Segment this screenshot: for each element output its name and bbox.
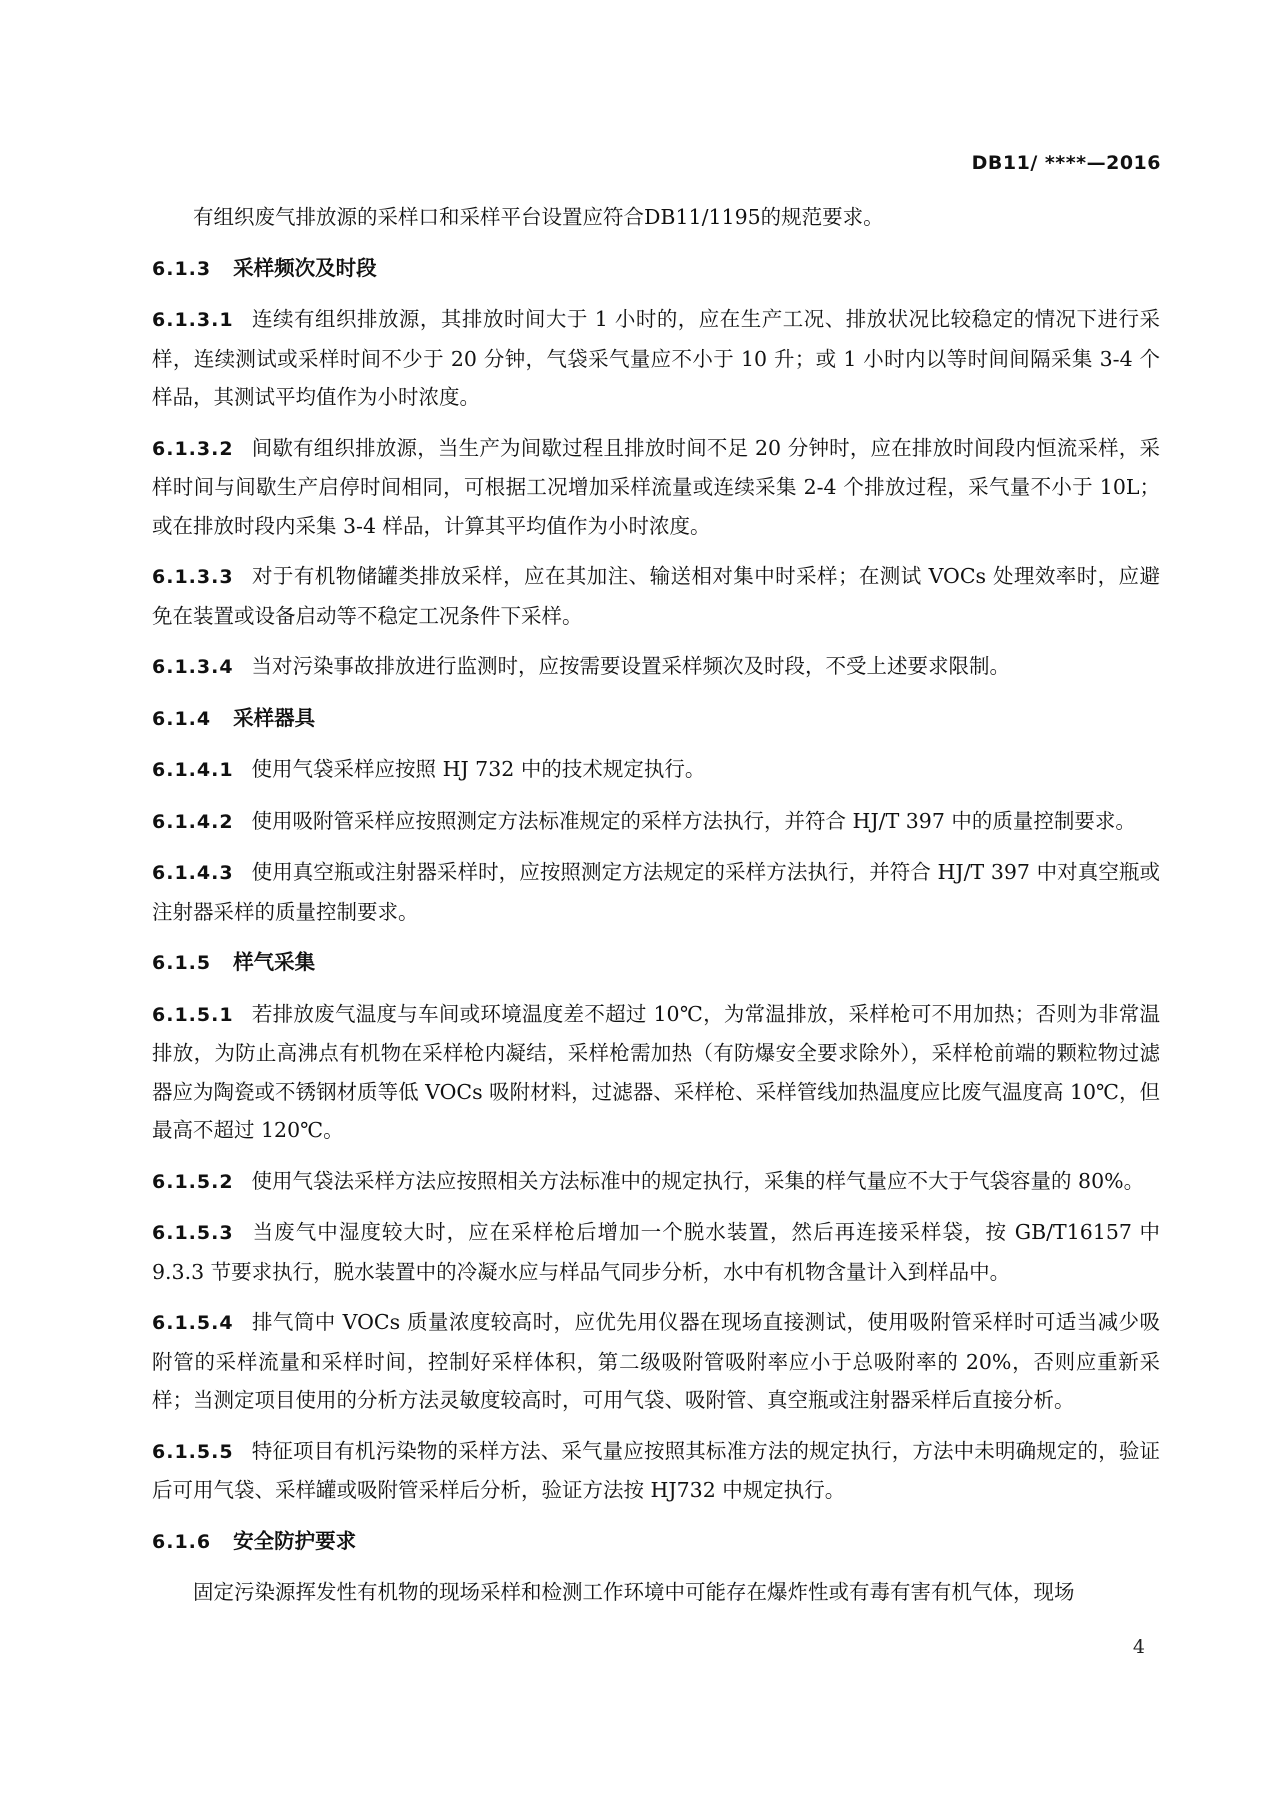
- clause-text: 特征项目有机污染物的采样方法、采气量应按照其标准方法的规定执行，方法中未明确规定的，验证后可用气袋、采样罐或吸附管采样后分析，验证方法按 HJ732 中规定执行。: [152, 1438, 1160, 1502]
- clause-number: 6.1.4.3: [152, 862, 234, 884]
- clause-6-1-3-4: [152, 647, 1160, 687]
- clause-number: 6.1.4.1: [152, 759, 234, 781]
- document-code-header: DB11/ ****—2016: [971, 152, 1161, 174]
- clause-number: 6.1.3.4: [152, 656, 234, 678]
- section-heading-6-1-4: [152, 699, 1160, 739]
- clause-6-1-5-5: [152, 1432, 1160, 1510]
- clause-6-1-5-4: [152, 1303, 1160, 1420]
- clause-number: 6.1.5.5: [152, 1440, 234, 1463]
- clause-number: 6.1.5.3: [152, 1222, 234, 1244]
- clause-number: 6.1.5.2: [152, 1170, 234, 1193]
- clause-6-1-4-1: [152, 750, 1160, 790]
- clause-number: 6.1.4.2: [152, 810, 234, 833]
- paragraph-text: 固定污染源挥发性有机物的现场采样和检测工作环境中可能存在爆炸性或有毒有害有机气体，现场: [193, 1580, 1075, 1604]
- clause-6-1-5-1: [152, 995, 1160, 1150]
- clause-text: 使用吸附管采样应按照测定方法标准规定的采样方法执行，并符合 HJ/T 397 中的质量控制要求。: [251, 808, 1136, 833]
- section-title: 样气采集: [233, 950, 316, 974]
- clause-text: 当废气中湿度较大时，应在采样枪后增加一个脱水装置，然后再连接采样袋，按 GB/T16157 中 9.3.3 节要求执行，脱水装置中的冷凝水应与样品气同步分析，水中有机物含量计入到样品中。: [152, 1220, 1160, 1284]
- clause-text: 使用气袋法采样方法应按照相关方法标准中的规定执行，采集的样气量应不大于气袋容量的 80%。: [251, 1168, 1145, 1193]
- safety-paragraph: [152, 1573, 1160, 1612]
- clause-number: 6.1.3.1: [152, 309, 234, 331]
- clause-number: 6.1.3.3: [152, 566, 234, 588]
- document-body: [152, 198, 1160, 1624]
- clause-6-1-5-3: [152, 1213, 1160, 1291]
- section-heading-6-1-3: [152, 249, 1160, 289]
- clause-6-1-4-2: [152, 802, 1160, 842]
- clause-text: 间歇有组织排放源，当生产为间歇过程且排放时间不足 20 分钟时，应在排放时间段内恒流采样，采样时间与间歇生产启停时间相同，可根据工况增加采样流量或连续采集 2-4 个排放过程，采气量不小于 10L；或在排放时段内采集 3-4 样品，计算其平均值作为小时浓度。: [152, 435, 1160, 538]
- section-number: 6.1.4: [152, 707, 212, 730]
- section-title: 安全防护要求: [233, 1528, 357, 1553]
- clause-text: 若排放废气温度与车间或环境温度差不超过 10℃，为常温排放，采样枪可不用加热；否则为非常温排放，为防止高沸点有机物在采样枪内凝结，采样枪需加热（有防爆安全要求除外），采样枪前端的颗粒物过滤器应为陶瓷或不锈钢材质等低 VOCs 吸附材料，过滤器、采样枪、采样管线加热温度应比废气温度高 10℃，但最高不超过 120℃。: [152, 1001, 1160, 1142]
- clause-number: 6.1.5.1: [152, 1003, 234, 1026]
- clause-6-1-4-3: [152, 853, 1160, 931]
- clause-6-1-3-2: [152, 429, 1160, 546]
- section-heading-6-1-6: [152, 1522, 1160, 1562]
- clause-text: 对于有机物储罐类排放采样，应在其加注、输送相对集中时采样；在测试 VOCs 处理效率时，应避免在装置或设备启动等不稳定工况条件下采样。: [152, 564, 1160, 628]
- section-title: 采样器具: [233, 705, 316, 730]
- paragraph-text: 有组织废气排放源的采样口和采样平台设置应符合DB11/1195的规范要求。: [193, 205, 884, 229]
- clause-6-1-5-2: [152, 1162, 1160, 1202]
- intro-paragraph: [152, 198, 1160, 237]
- clause-number: 6.1.5.4: [152, 1312, 234, 1334]
- section-heading-6-1-5: [152, 943, 1160, 983]
- clause-text: 使用气袋采样应按照 HJ 732 中的技术规定执行。: [251, 757, 706, 781]
- clause-text: 当对污染事故排放进行监测时，应按需要设置采样频次及时段，不受上述要求限制。: [251, 654, 1011, 678]
- section-number: 6.1.5: [152, 952, 212, 974]
- clause-text: 使用真空瓶或注射器采样时，应按照测定方法规定的采样方法执行，并符合 HJ/T 397 中对真空瓶或注射器采样的质量控制要求。: [152, 860, 1160, 924]
- clause-6-1-3-3: [152, 557, 1160, 635]
- clause-6-1-3-1: [152, 300, 1160, 417]
- clause-text: 连续有组织排放源，其排放时间大于 1 小时的，应在生产工况、排放状况比较稳定的情况下进行采样，连续测试或采样时间不少于 20 分钟，气袋采气量应不小于 10 升；或 1 小时内以等时间间隔采集 3-4 个样品，其测试平均值作为小时浓度。: [152, 307, 1160, 409]
- section-number: 6.1.6: [152, 1530, 212, 1553]
- clause-number: 6.1.3.2: [152, 437, 234, 460]
- section-title: 采样频次及时段: [233, 255, 377, 280]
- clause-text: 排气筒中 VOCs 质量浓度较高时，应优先用仪器在现场直接测试，使用吸附管采样时可适当减少吸附管的采样流量和采样时间，控制好采样体积，第二级吸附管吸附率应小于总吸附率的 20%，否则应重新采样；当测定项目使用的分析方法灵敏度较高时，可用气袋、吸附管、真空瓶或注射器采样后直接分析。: [152, 1310, 1160, 1412]
- page-number: 4: [1132, 1636, 1145, 1658]
- section-number: 6.1.3: [152, 257, 212, 280]
